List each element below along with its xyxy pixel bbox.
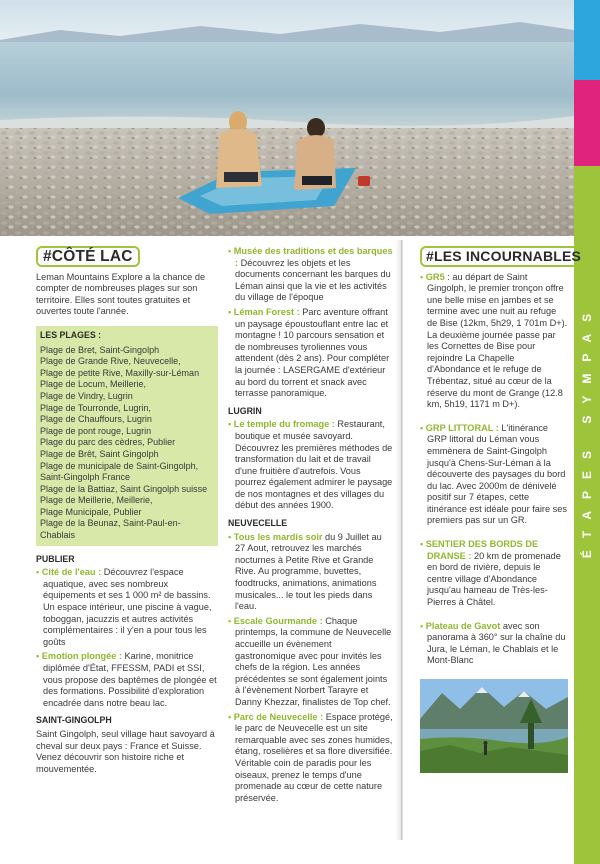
beach-item: Plage de la Battiaz, Saint Gingolph suisse — [40, 483, 208, 494]
beach-item: Plage de Bret, Saint-Gingolph — [40, 344, 160, 355]
beach-photo — [0, 0, 574, 236]
entry-text: avec son panorama à 360° sur la chaîne du Jura, le Léman, le Chablais et le Mont-Blanc — [427, 620, 566, 666]
bullet-icon: • — [36, 567, 42, 578]
entry-term: Plateau de Gavot — [425, 620, 501, 631]
entry-term: GRP LITTORAL : — [425, 422, 499, 433]
entry-text: Découvrez l'espace aquatique, avec ses nombreux équipements et ses 1 000 m² de bassins. Un espace intérieur, une piscine à vague, toboggan, jacuzzis et autres activités complémentaires : il y'en a pour tous les goûts — [43, 567, 212, 647]
incournable-entry — [420, 423, 568, 527]
saint-gingolph-text: Saint Gingolph, seul village haut savoyard à cheval sur deux pays : France et Suisse. Venez découvrir son histoire riche et mouvementée. — [36, 728, 215, 774]
column-divider — [401, 240, 402, 840]
cote-lac-intro: Leman Mountains Explore a la chance de compter de nombreuses plages sur son territoire. Elles sont toutes gratuites et ouvertes toute l'année. — [36, 271, 206, 317]
beaches-box — [36, 326, 218, 546]
tab-pink — [574, 80, 600, 166]
incournable-entry — [420, 272, 568, 411]
incournables-title: #LES INCOURNABLES — [420, 246, 587, 267]
beach-item: Plage de Meillerie, Meillerie, — [40, 495, 153, 506]
beach-item: Plage de Brêt, Saint Gingolph — [40, 448, 159, 459]
beach-item: Plage Municipale, Publier — [40, 506, 142, 517]
beach-item: Plage de municipale de Saint-Gingolph, Saint-Gingolph France — [40, 460, 199, 483]
bullet-icon: • — [228, 246, 234, 256]
bullet-icon: • — [228, 306, 234, 317]
beach-item: Plage de Vindry, Lugrin — [40, 390, 133, 401]
entry-text: : au départ de Saint Gingolph, le premier tronçon offre une belle mise en jambes et se termine avec une nuit au refuge de Bise (12km, 5h29, 1 701m D+). La deuxième journée passe par les Cornettes de Bise pour rejoindre La Chapelle d'Abondance et le refuge de Trébentaz, situé au cœur de la réserve du mont de Grange (12.8 km, 5h19, 1171 m D+). — [427, 271, 568, 410]
beach-item: Plage de Tourronde, Lugrin, — [40, 402, 151, 413]
lugrin-entry — [228, 419, 394, 512]
bullet-icon: • — [420, 271, 426, 282]
gingolph-entry — [228, 307, 394, 400]
neuvecelle-heading: NEUVECELLE — [228, 518, 288, 529]
left-column — [36, 246, 218, 779]
gingolph-entry — [228, 246, 394, 304]
neuvecelle-entry — [228, 616, 394, 709]
entry-term: Tous les mardis soir — [233, 531, 323, 542]
entry-text: L'itinérance GRP littoral du Léman vous emmènera de Saint-Gingolph jusqu'à Chens-Sur-Léman à la découverte des paysages du bord du lac. Avec 2000m de dénivelé positif sur 7 étapes, cette itinérance est idéale pour faire ses premiers pas sur un GR. — [427, 422, 567, 526]
neuvecelle-entry — [228, 712, 394, 805]
lugrin-heading: LUGRIN — [228, 405, 262, 416]
incournable-entry — [420, 621, 568, 667]
entry-text: Espace protégé, le parc de Neuvecelle est un site remarquable avec ses zones humides, étang, roselières et sa flore diversifiée. Véritable coin de paradis pour les oiseaux, prenez le temps d'une promenade au cœur de cette nature préservée. — [235, 711, 393, 803]
entry-term: Parc de Neuvecelle : — [233, 711, 324, 722]
beaches-heading: LES PLAGES : — [40, 329, 102, 340]
entry-text: Karine, monitrice diplômée d'État, FFESSM, PADI et SSI, vous propose des baptêmes de plongée et des formations. Possibilité d'exploration encadrée dans notre beau lac. — [43, 651, 217, 708]
entry-text: 20 km de promenade en bord de rivière, depuis le centre village d'Abondance jusqu'au hameau de Très-les-Pierres à Châtel. — [427, 550, 561, 608]
publier-entry — [36, 567, 218, 648]
beach-item: Plage de pont rouge, Lugrin — [40, 425, 152, 436]
etapes-sympas-label: ÉTAPES SYMPAS — [580, 301, 594, 559]
beach-item: Plage de Chauffours, Lugrin — [40, 414, 152, 425]
beach-photo-illustration — [0, 0, 574, 236]
neuvecelle-entry — [228, 532, 394, 613]
publier-heading: PUBLIER — [36, 553, 75, 564]
mountain-lake-illustration — [420, 679, 568, 773]
bullet-icon: • — [228, 419, 234, 430]
bullet-icon: • — [228, 615, 234, 626]
entry-text: Parc aventure offrant un paysage époustouflant entre lac et montagne ! 10 parcours sensation et de nombreuses tyroliennes vous attendent (dès 2 ans). Pour compléter la journée : LASERGAME d'extérieur au bord du torrent et snack avec terrasse panoramique. — [235, 306, 390, 399]
bullet-icon: • — [420, 539, 426, 550]
mountain-lake-photo — [420, 679, 568, 773]
bullet-icon: • — [228, 711, 234, 722]
tab-vertical-label — [574, 250, 600, 610]
tab-blue — [574, 0, 600, 80]
entry-term: Léman Forest : — [233, 306, 300, 317]
beach-item: Plage de la Beunaz, Saint-Paul-en-Chablais — [40, 518, 181, 541]
entry-text: Découvrez les objets et les documents concernant les barques du Léman ainsi que la vie et les activités du village de l'époque — [235, 257, 391, 303]
beach-item: Plage de petite Rive, Maxilly-sur-Léman — [40, 367, 200, 378]
beach-item: Plage de Grande Rive, Neuvecelle, — [40, 356, 181, 367]
right-column — [420, 246, 582, 773]
entry-term: SENTIER DES BORDS DE DRANSE : — [425, 539, 539, 561]
bullet-icon: • — [420, 620, 426, 631]
middle-column — [228, 246, 394, 807]
entry-term: Cité de l'eau : — [41, 567, 102, 578]
saint-gingolph-heading: SAINT-GINGOLPH — [36, 715, 112, 726]
entry-term: Le temple du fromage : — [233, 419, 335, 430]
entry-term: Escale Gourmande : — [233, 615, 323, 626]
cote-lac-title: #CÔTÉ LAC — [36, 246, 140, 267]
entry-text: Restaurant, boutique et musée savoyard. Découvrez les premières méthodes de transformation du lait et de travail d'une fruitière d'autrefois. Vous pourrez également admirer le paysage de nos montagnes et des villages du début des années 1900. — [235, 419, 393, 511]
entry-term: GR5 — [425, 271, 445, 282]
bullet-icon: • — [36, 651, 42, 662]
entry-text: du 9 Juillet au 27 Aout, retrouvez les marchés nocturnes à Petite Rive et Grande Rive. Au programme, buvettes, foodtrucks, animations, animations musicales... le tout les pieds dans l'eau. — [235, 531, 382, 612]
entry-term: Emotion plongée : — [41, 651, 122, 662]
incournable-entry — [420, 539, 568, 609]
entry-text: Chaque printemps, la commune de Neuvecelle accueille un évènement gastronomique avec pour invités les chefs de la région. Les années précédentes se sont également joints à l'évènement Norbert Tarayre et Danny Khezzar, finalistes de Top chef. — [235, 615, 392, 707]
side-tabs — [574, 0, 600, 864]
publier-entry — [36, 651, 218, 709]
beach-item: Plage de Locum, Meillerie, — [40, 379, 147, 390]
bullet-icon: • — [420, 422, 426, 433]
bullet-icon: • — [228, 531, 234, 542]
beach-item: Plage du parc des cèdres, Publier — [40, 437, 176, 448]
entry-term: Musée des traditions et des barques : — [233, 246, 393, 268]
